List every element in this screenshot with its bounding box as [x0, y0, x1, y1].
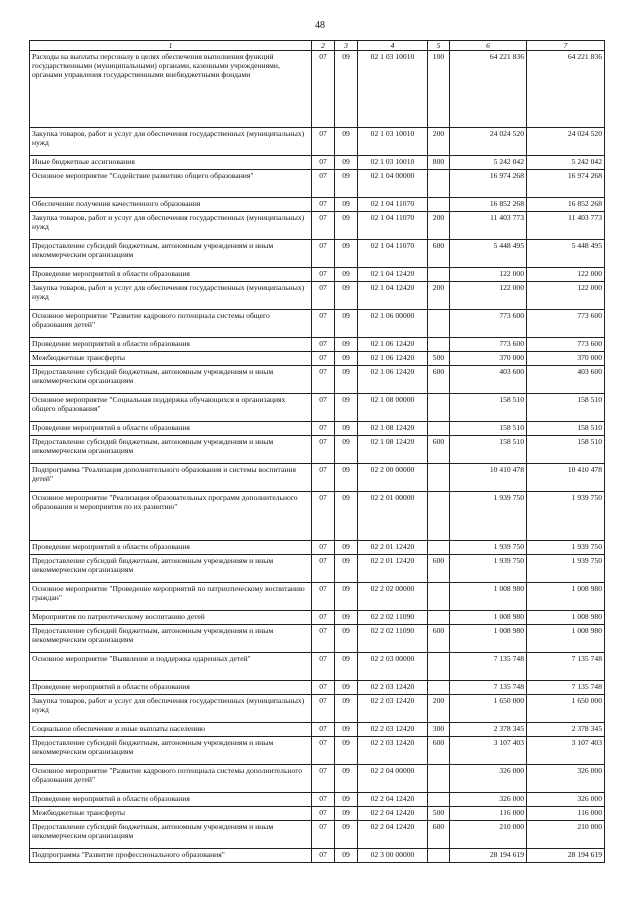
amount-approved: 5 448 495 [527, 240, 605, 268]
section-code: 07 [312, 51, 335, 128]
subsection-code: 09 [335, 765, 358, 793]
amount-plan: 1 939 750 [450, 492, 527, 541]
table-row [30, 394, 605, 422]
table-row [30, 156, 605, 170]
target-article-code: 02 1 08 12420 [358, 422, 428, 436]
amount-approved: 1 939 750 [527, 492, 605, 541]
section-code: 07 [312, 282, 335, 310]
subsection-code: 09 [335, 240, 358, 268]
expense-type-code: 600 [428, 555, 450, 583]
amount-plan: 116 000 [450, 807, 527, 821]
amount-approved: 16 974 268 [527, 170, 605, 198]
table-row [30, 268, 605, 282]
amount-approved: 10 410 478 [527, 464, 605, 492]
amount-approved: 1 008 980 [527, 583, 605, 611]
subsection-code: 09 [335, 282, 358, 310]
target-article-code: 02 1 06 12420 [358, 352, 428, 366]
section-code: 07 [312, 422, 335, 436]
amount-approved: 122 000 [527, 268, 605, 282]
amount-plan: 210 000 [450, 821, 527, 849]
subsection-code: 09 [335, 464, 358, 492]
amount-plan: 158 510 [450, 422, 527, 436]
amount-approved: 158 510 [527, 436, 605, 464]
row-name: Основное мероприятие "Развитие кадрового потенциала системы дополнительного образования детей" [30, 765, 312, 793]
amount-plan: 122 000 [450, 282, 527, 310]
target-article-code: 02 2 04 12420 [358, 807, 428, 821]
target-article-code: 02 1 04 00000 [358, 170, 428, 198]
section-code: 07 [312, 807, 335, 821]
row-name: Закупка товаров, работ и услуг для обеспечения государственных (муниципальных) нужд [30, 695, 312, 723]
amount-plan: 2 378 345 [450, 723, 527, 737]
amount-approved: 116 000 [527, 807, 605, 821]
amount-approved: 158 510 [527, 422, 605, 436]
expense-type-code: 600 [428, 737, 450, 765]
amount-plan: 1 008 980 [450, 583, 527, 611]
target-article-code: 02 2 01 12420 [358, 555, 428, 583]
amount-plan: 326 000 [450, 765, 527, 793]
table-row [30, 681, 605, 695]
column-header: 2 [312, 41, 335, 51]
amount-approved: 773 600 [527, 310, 605, 338]
section-code: 07 [312, 394, 335, 422]
subsection-code: 09 [335, 212, 358, 240]
table-row [30, 541, 605, 555]
table-row [30, 212, 605, 240]
subsection-code: 09 [335, 849, 358, 863]
target-article-code: 02 3 00 00000 [358, 849, 428, 863]
table-row [30, 555, 605, 583]
table-row [30, 310, 605, 338]
section-code: 07 [312, 198, 335, 212]
table-row [30, 653, 605, 681]
amount-plan: 16 852 268 [450, 198, 527, 212]
column-header: 7 [527, 41, 605, 51]
subsection-code: 09 [335, 821, 358, 849]
amount-approved: 326 000 [527, 793, 605, 807]
table-row [30, 611, 605, 625]
section-code: 07 [312, 268, 335, 282]
row-name: Предоставление субсидий бюджетным, автономным учреждениям и иным некоммерческим организациям [30, 240, 312, 268]
section-code: 07 [312, 681, 335, 695]
table-row [30, 366, 605, 394]
amount-approved: 158 510 [527, 394, 605, 422]
amount-plan: 5 448 495 [450, 240, 527, 268]
subsection-code: 09 [335, 807, 358, 821]
expense-type-code: 600 [428, 821, 450, 849]
table-row [30, 198, 605, 212]
subsection-code: 09 [335, 310, 358, 338]
subsection-code: 09 [335, 737, 358, 765]
amount-plan: 773 600 [450, 310, 527, 338]
subsection-code: 09 [335, 695, 358, 723]
amount-approved: 1 008 980 [527, 625, 605, 653]
subsection-code: 09 [335, 681, 358, 695]
table-row [30, 170, 605, 198]
section-code: 07 [312, 625, 335, 653]
expense-type-code [428, 310, 450, 338]
amount-approved: 1 939 750 [527, 541, 605, 555]
column-header: 3 [335, 41, 358, 51]
amount-approved: 122 000 [527, 282, 605, 310]
target-article-code: 02 1 04 12420 [358, 282, 428, 310]
subsection-code: 09 [335, 51, 358, 128]
amount-plan: 1 939 750 [450, 541, 527, 555]
expense-type-code: 600 [428, 366, 450, 394]
target-article-code: 02 2 00 00000 [358, 464, 428, 492]
target-article-code: 02 1 06 12420 [358, 338, 428, 352]
target-article-code: 02 2 04 12420 [358, 821, 428, 849]
row-name: Предоставление субсидий бюджетным, автономным учреждениям и иным некоммерческим организациям [30, 625, 312, 653]
expense-type-code: 200 [428, 695, 450, 723]
row-name: Предоставление субсидий бюджетным, автономным учреждениям и иным некоммерческим организациям [30, 737, 312, 765]
row-name: Основное мероприятие "Реализация образовательных программ дополнительного образования и мероприятия по их развитию" [30, 492, 312, 541]
expense-type-code [428, 765, 450, 793]
amount-approved: 1 650 000 [527, 695, 605, 723]
subsection-code: 09 [335, 198, 358, 212]
expense-type-code [428, 611, 450, 625]
amount-plan: 158 510 [450, 394, 527, 422]
target-article-code: 02 2 02 11090 [358, 625, 428, 653]
row-name: Основное мероприятие "Содействие развитию общего образования" [30, 170, 312, 198]
row-name: Иные бюджетные ассигнования [30, 156, 312, 170]
target-article-code: 02 1 04 11070 [358, 240, 428, 268]
amount-approved: 5 242 042 [527, 156, 605, 170]
amount-plan: 7 135 748 [450, 681, 527, 695]
expense-type-code [428, 464, 450, 492]
amount-plan: 1 008 980 [450, 611, 527, 625]
amount-approved: 370 000 [527, 352, 605, 366]
table-row [30, 695, 605, 723]
row-name: Основное мероприятие "Выявление и поддержка одаренных детей" [30, 653, 312, 681]
subsection-code: 09 [335, 723, 358, 737]
expense-type-code: 600 [428, 240, 450, 268]
section-code: 07 [312, 611, 335, 625]
section-code: 07 [312, 653, 335, 681]
column-header: 6 [450, 41, 527, 51]
section-code: 07 [312, 170, 335, 198]
amount-approved: 16 852 268 [527, 198, 605, 212]
expense-type-code [428, 541, 450, 555]
section-code: 07 [312, 212, 335, 240]
amount-plan: 24 024 520 [450, 128, 527, 156]
amount-approved: 7 135 748 [527, 681, 605, 695]
expense-type-code [428, 170, 450, 198]
amount-plan: 16 974 268 [450, 170, 527, 198]
subsection-code: 09 [335, 128, 358, 156]
row-name: Межбюджетные трансферты [30, 807, 312, 821]
target-article-code: 02 2 03 12420 [358, 723, 428, 737]
expense-type-code [428, 422, 450, 436]
expense-type-code [428, 338, 450, 352]
amount-approved: 2 378 345 [527, 723, 605, 737]
row-name: Основное мероприятие "Проведение мероприятий по патриотическому воспитанию граждан" [30, 583, 312, 611]
row-name: Предоставление субсидий бюджетным, автономным учреждениям и иным некоммерческим организациям [30, 366, 312, 394]
section-code: 07 [312, 310, 335, 338]
amount-approved: 210 000 [527, 821, 605, 849]
table-row [30, 240, 605, 268]
section-code: 07 [312, 723, 335, 737]
row-name: Закупка товаров, работ и услуг для обеспечения государственных (муниципальных) нужд [30, 128, 312, 156]
table-row [30, 625, 605, 653]
row-name: Подпрограмма "Реализация дополнительного образования и системы воспитания детей" [30, 464, 312, 492]
section-code: 07 [312, 156, 335, 170]
target-article-code: 02 1 06 00000 [358, 310, 428, 338]
section-code: 07 [312, 765, 335, 793]
amount-plan: 10 410 478 [450, 464, 527, 492]
row-name: Предоставление субсидий бюджетным, автономным учреждениям и иным некоммерческим организациям [30, 436, 312, 464]
amount-approved: 11 403 773 [527, 212, 605, 240]
amount-plan: 1 650 000 [450, 695, 527, 723]
target-article-code: 02 2 01 00000 [358, 492, 428, 541]
target-article-code: 02 1 06 12420 [358, 366, 428, 394]
expense-type-code: 200 [428, 128, 450, 156]
subsection-code: 09 [335, 156, 358, 170]
table-row [30, 737, 605, 765]
table-row [30, 338, 605, 352]
target-article-code: 02 2 01 12420 [358, 541, 428, 555]
row-name: Проведение мероприятий в области образования [30, 338, 312, 352]
expense-type-code: 100 [428, 51, 450, 128]
row-name: Проведение мероприятий в области образования [30, 681, 312, 695]
table-row [30, 436, 605, 464]
section-code: 07 [312, 464, 335, 492]
row-name: Обеспечение получения качественного образования [30, 198, 312, 212]
subsection-code: 09 [335, 625, 358, 653]
amount-approved: 28 194 619 [527, 849, 605, 863]
target-article-code: 02 1 03 10010 [358, 128, 428, 156]
row-name: Проведение мероприятий в области образования [30, 541, 312, 555]
subsection-code: 09 [335, 170, 358, 198]
subsection-code: 09 [335, 436, 358, 464]
column-header: 4 [358, 41, 428, 51]
expense-type-code: 800 [428, 156, 450, 170]
expense-type-code: 200 [428, 212, 450, 240]
target-article-code: 02 2 02 00000 [358, 583, 428, 611]
amount-plan: 11 403 773 [450, 212, 527, 240]
expense-type-code: 600 [428, 625, 450, 653]
table-row [30, 765, 605, 793]
expense-type-code: 600 [428, 436, 450, 464]
row-name: Закупка товаров, работ и услуг для обеспечения государственных (муниципальных) нужд [30, 282, 312, 310]
row-name: Предоставление субсидий бюджетным, автономным учреждениям и иным некоммерческим организациям [30, 555, 312, 583]
amount-approved: 1 008 980 [527, 611, 605, 625]
subsection-code: 09 [335, 583, 358, 611]
amount-plan: 7 135 748 [450, 653, 527, 681]
table-row [30, 492, 605, 541]
row-name: Основное мероприятие "Социальная поддержка обучающихся в организациях общего образования" [30, 394, 312, 422]
table-row [30, 723, 605, 737]
subsection-code: 09 [335, 611, 358, 625]
subsection-code: 09 [335, 268, 358, 282]
expense-type-code: 500 [428, 352, 450, 366]
amount-approved: 403 600 [527, 366, 605, 394]
expense-type-code [428, 198, 450, 212]
amount-approved: 3 107 403 [527, 737, 605, 765]
table-row [30, 807, 605, 821]
budget-table [29, 40, 605, 863]
expense-type-code: 500 [428, 807, 450, 821]
amount-plan: 403 600 [450, 366, 527, 394]
section-code: 07 [312, 541, 335, 555]
row-name: Социальное обеспечение и иные выплаты населению [30, 723, 312, 737]
section-code: 07 [312, 793, 335, 807]
section-code: 07 [312, 849, 335, 863]
amount-plan: 122 000 [450, 268, 527, 282]
target-article-code: 02 2 03 12420 [358, 681, 428, 695]
row-name: Подпрограмма "Развитие профессионального образования" [30, 849, 312, 863]
amount-approved: 1 939 750 [527, 555, 605, 583]
section-code: 07 [312, 240, 335, 268]
section-code: 07 [312, 366, 335, 394]
table-row [30, 583, 605, 611]
table-row [30, 422, 605, 436]
amount-approved: 7 135 748 [527, 653, 605, 681]
amount-plan: 64 221 836 [450, 51, 527, 128]
expense-type-code: 200 [428, 282, 450, 310]
amount-plan: 326 000 [450, 793, 527, 807]
expense-type-code: 300 [428, 723, 450, 737]
table-row [30, 352, 605, 366]
section-code: 07 [312, 555, 335, 583]
target-article-code: 02 2 04 00000 [358, 765, 428, 793]
subsection-code: 09 [335, 422, 358, 436]
expense-type-code [428, 681, 450, 695]
column-header: 5 [428, 41, 450, 51]
expense-type-code [428, 492, 450, 541]
table-row [30, 128, 605, 156]
subsection-code: 09 [335, 352, 358, 366]
subsection-code: 09 [335, 492, 358, 541]
section-code: 07 [312, 492, 335, 541]
amount-plan: 28 194 619 [450, 849, 527, 863]
amount-plan: 1 939 750 [450, 555, 527, 583]
row-name: Мероприятия по патриотическому воспитанию детей [30, 611, 312, 625]
table-row [30, 51, 605, 128]
amount-approved: 24 024 520 [527, 128, 605, 156]
table-row [30, 282, 605, 310]
subsection-code: 09 [335, 793, 358, 807]
target-article-code: 02 2 03 00000 [358, 653, 428, 681]
amount-plan: 773 600 [450, 338, 527, 352]
section-code: 07 [312, 128, 335, 156]
target-article-code: 02 1 04 11070 [358, 198, 428, 212]
row-name: Межбюджетные трансферты [30, 352, 312, 366]
target-article-code: 02 2 02 11090 [358, 611, 428, 625]
subsection-code: 09 [335, 394, 358, 422]
expense-type-code [428, 653, 450, 681]
target-article-code: 02 2 03 12420 [358, 695, 428, 723]
target-article-code: 02 1 04 11070 [358, 212, 428, 240]
amount-approved: 773 600 [527, 338, 605, 352]
section-code: 07 [312, 737, 335, 765]
amount-plan: 5 242 042 [450, 156, 527, 170]
expense-type-code [428, 849, 450, 863]
expense-type-code [428, 583, 450, 611]
amount-plan: 370 000 [450, 352, 527, 366]
row-name: Проведение мероприятий в области образования [30, 793, 312, 807]
column-header: 1 [30, 41, 312, 51]
section-code: 07 [312, 695, 335, 723]
subsection-code: 09 [335, 338, 358, 352]
section-code: 07 [312, 352, 335, 366]
target-article-code: 02 1 04 12420 [358, 268, 428, 282]
row-name: Расходы на выплаты персоналу в целях обеспечения выполнения функций государственными (муниципальными) органами, казенными учреждениями, органами управления государственными внебюджетными фондами [30, 51, 312, 128]
amount-plan: 158 510 [450, 436, 527, 464]
amount-plan: 3 107 403 [450, 737, 527, 765]
subsection-code: 09 [335, 653, 358, 681]
table-row [30, 821, 605, 849]
section-code: 07 [312, 338, 335, 352]
subsection-code: 09 [335, 555, 358, 583]
amount-approved: 64 221 836 [527, 51, 605, 128]
row-name: Проведение мероприятий в области образования [30, 268, 312, 282]
expense-type-code [428, 268, 450, 282]
section-code: 07 [312, 436, 335, 464]
target-article-code: 02 1 03 10010 [358, 156, 428, 170]
row-name: Проведение мероприятий в области образования [30, 422, 312, 436]
table-row [30, 849, 605, 863]
target-article-code: 02 1 08 00000 [358, 394, 428, 422]
row-name: Предоставление субсидий бюджетным, автономным учреждениям и иным некоммерческим организациям [30, 821, 312, 849]
expense-type-code [428, 793, 450, 807]
expense-type-code [428, 394, 450, 422]
section-code: 07 [312, 821, 335, 849]
row-name: Закупка товаров, работ и услуг для обеспечения государственных (муниципальных) нужд [30, 212, 312, 240]
table-body [30, 51, 605, 863]
row-name: Основное мероприятие "Развитие кадрового потенциала системы общего образования детей" [30, 310, 312, 338]
target-article-code: 02 2 03 12420 [358, 737, 428, 765]
target-article-code: 02 1 03 10010 [358, 51, 428, 128]
section-code: 07 [312, 583, 335, 611]
table-row [30, 793, 605, 807]
table-row [30, 464, 605, 492]
header-row [30, 41, 605, 51]
target-article-code: 02 1 08 12420 [358, 436, 428, 464]
amount-plan: 1 008 980 [450, 625, 527, 653]
amount-approved: 326 000 [527, 765, 605, 793]
target-article-code: 02 2 04 12420 [358, 793, 428, 807]
subsection-code: 09 [335, 366, 358, 394]
subsection-code: 09 [335, 541, 358, 555]
page-number: 48 [315, 20, 325, 31]
